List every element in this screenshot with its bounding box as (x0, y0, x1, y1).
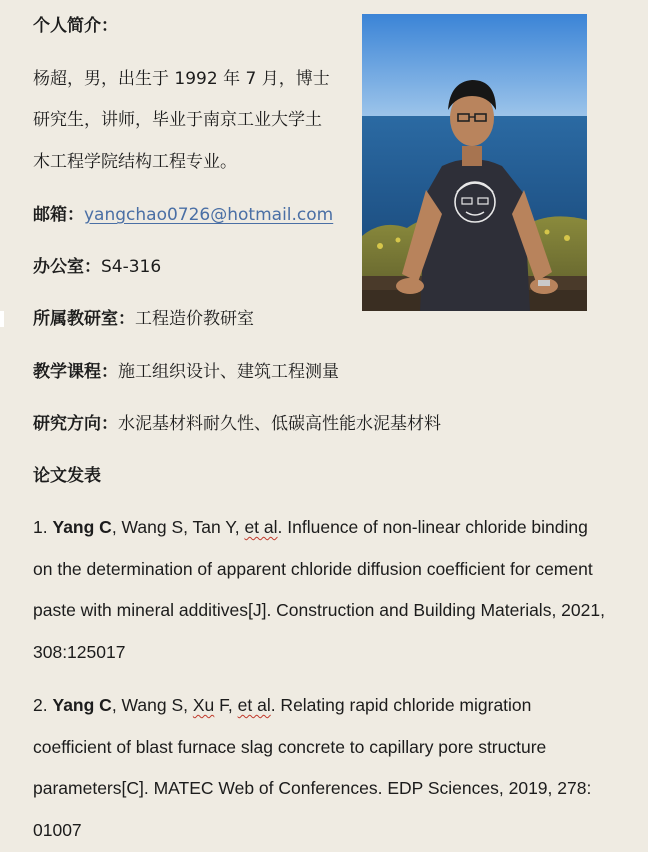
paper-item (33, 507, 608, 674)
bio-line-3: 木工程学院结构工程专业。 (33, 152, 237, 172)
bio-line-1: 杨超，男，出生于 1992 年 7 月，博士 (33, 69, 330, 89)
dept-value: 工程造价教研室 (135, 309, 254, 329)
paper-citation: . Influence of non-linear chloride binding on the determination of apparent chloride diffusion coefficient for cement paste with mineral additives[J]. Construction and Building Materials, 2021, 308:125017 (33, 517, 605, 663)
profile-heading: 个人简介： (33, 16, 118, 36)
paper-authors-cont: F, (214, 695, 238, 715)
paper-number: 1. (33, 517, 48, 537)
portrait-illustration (362, 14, 587, 311)
office-row (33, 256, 161, 278)
dept-label: 所属教研室： (33, 309, 135, 329)
email-link[interactable]: yangchao0726@hotmail.com (84, 205, 334, 225)
office-value: S4-316 (101, 257, 162, 277)
profile-photo (362, 14, 587, 311)
courses-row (33, 361, 339, 383)
paper-author-highlight: Yang C (52, 517, 112, 537)
paper-item (33, 685, 608, 852)
paper-author-highlight: Yang C (52, 695, 112, 715)
paper-authors: , Wang S, (111, 695, 193, 715)
page-edge-marker (0, 311, 4, 327)
research-value: 水泥基材料耐久性、低碳高性能水泥基材料 (118, 414, 441, 434)
research-row (33, 413, 441, 435)
paper-citation: . Relating rapid chloride migration coefficient of blast furnace slag concrete to capillary pore structure parameters[C]. MATEC Web of Conferences. EDP Sciences, 2019, 278: 01007 (33, 695, 592, 841)
paper-number: 2. (33, 695, 48, 715)
courses-value: 施工组织设计、建筑工程测量 (118, 362, 339, 382)
email-row (33, 204, 333, 226)
email-label: 邮箱： (33, 205, 84, 225)
bio-line-2: 研究生，讲师，毕业于南京工业大学土 (33, 110, 322, 130)
paper-authors: , Wang S, Tan Y, (111, 517, 245, 537)
spellcheck-word: et al (244, 517, 278, 537)
spellcheck-word: et al (237, 695, 271, 715)
spellcheck-word: Xu (192, 695, 215, 715)
research-label: 研究方向： (33, 414, 118, 434)
courses-label: 教学课程： (33, 362, 118, 382)
papers-heading: 论文发表 (33, 466, 101, 486)
dept-row (33, 308, 254, 330)
office-label: 办公室： (33, 257, 101, 277)
